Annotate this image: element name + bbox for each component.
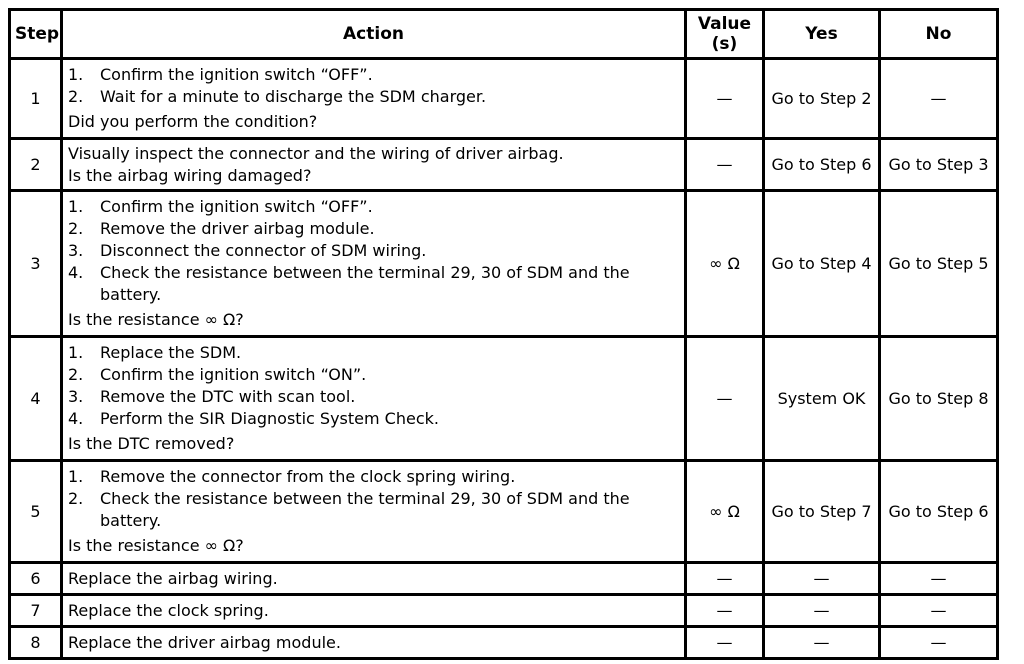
value-cell: ∞ Ω xyxy=(686,191,764,337)
action-step-item xyxy=(68,386,680,408)
action-step-item xyxy=(68,218,680,240)
action-step-item xyxy=(68,64,680,86)
action-line: Visually inspect the connector and the wiring of driver airbag. xyxy=(68,143,564,163)
action-question: Is the resistance ∞ Ω? xyxy=(68,310,244,329)
header-row xyxy=(10,10,998,59)
action-steps-list xyxy=(68,196,680,306)
action-step-item xyxy=(68,466,680,488)
action-step-item xyxy=(68,488,680,532)
no-cell: — xyxy=(880,595,998,627)
action-step-number: 4. xyxy=(68,263,84,282)
step-cell: 6 xyxy=(10,563,62,595)
step-cell: 5 xyxy=(10,461,62,563)
step-cell: 3 xyxy=(10,191,62,337)
action-step-item xyxy=(68,196,680,218)
action-step-number: 4. xyxy=(68,409,84,428)
yes-cell: — xyxy=(764,563,880,595)
step-cell: 8 xyxy=(10,627,62,659)
action-cell xyxy=(62,139,686,191)
diagnostic-table xyxy=(8,8,999,660)
action-step-text: Remove the DTC with scan tool. xyxy=(100,387,356,406)
value-cell: — xyxy=(686,337,764,461)
action-cell xyxy=(62,461,686,563)
value-cell: — xyxy=(686,139,764,191)
action-step-text: Remove the driver airbag module. xyxy=(100,219,375,238)
action-step-text: Wait for a minute to discharge the SDM charger. xyxy=(100,87,487,106)
page xyxy=(8,8,999,660)
action-line: Replace the driver airbag module. xyxy=(68,632,341,652)
action-step-number: 3. xyxy=(68,241,84,260)
action-question: Is the resistance ∞ Ω? xyxy=(68,536,244,555)
action-step-text: Check the resistance between the terminal 29, 30 of SDM and the battery. xyxy=(100,263,630,304)
table-row xyxy=(10,595,998,627)
action-step-number: 2. xyxy=(68,219,84,238)
action-step-number: 1. xyxy=(68,197,84,216)
header-step: Step xyxy=(10,10,62,59)
header-action: Action xyxy=(62,10,686,59)
action-step-item xyxy=(68,342,680,364)
no-cell: Go to Step 8 xyxy=(880,337,998,461)
step-cell: 1 xyxy=(10,59,62,139)
yes-cell: Go to Step 2 xyxy=(764,59,880,139)
yes-cell: Go to Step 4 xyxy=(764,191,880,337)
yes-cell: Go to Step 6 xyxy=(764,139,880,191)
action-line: Is the airbag wiring damaged? xyxy=(68,165,312,185)
action-steps-list xyxy=(68,342,680,430)
action-steps-list xyxy=(68,466,680,532)
action-step-number: 2. xyxy=(68,365,84,384)
yes-cell: System OK xyxy=(764,337,880,461)
step-cell: 7 xyxy=(10,595,62,627)
action-cell xyxy=(62,191,686,337)
action-step-item xyxy=(68,240,680,262)
action-step-number: 1. xyxy=(68,65,84,84)
no-cell: Go to Step 6 xyxy=(880,461,998,563)
action-step-text: Perform the SIR Diagnostic System Check. xyxy=(100,409,439,428)
yes-cell: Go to Step 7 xyxy=(764,461,880,563)
table-row xyxy=(10,59,998,139)
no-cell: Go to Step 5 xyxy=(880,191,998,337)
action-step-number: 1. xyxy=(68,467,84,486)
action-step-text: Check the resistance between the terminal 29, 30 of SDM and the battery. xyxy=(100,489,630,530)
value-cell: — xyxy=(686,595,764,627)
value-cell: ∞ Ω xyxy=(686,461,764,563)
action-cell xyxy=(62,595,686,627)
action-steps-list xyxy=(68,64,680,108)
action-step-text: Disconnect the connector of SDM wiring. xyxy=(100,241,427,260)
action-step-text: Confirm the ignition switch “ON”. xyxy=(100,365,367,384)
action-step-text: Replace the SDM. xyxy=(100,343,242,362)
action-cell xyxy=(62,563,686,595)
action-step-text: Remove the connector from the clock spring wiring. xyxy=(100,467,516,486)
value-cell: — xyxy=(686,563,764,595)
no-cell: Go to Step 3 xyxy=(880,139,998,191)
table-row xyxy=(10,191,998,337)
step-cell: 4 xyxy=(10,337,62,461)
action-question: Did you perform the condition? xyxy=(68,112,318,131)
action-step-number: 2. xyxy=(68,87,84,106)
no-cell: — xyxy=(880,59,998,139)
action-cell xyxy=(62,337,686,461)
header-value: Value (s) xyxy=(686,10,764,59)
action-step-number: 3. xyxy=(68,387,84,406)
step-cell: 2 xyxy=(10,139,62,191)
table-row xyxy=(10,627,998,659)
action-cell xyxy=(62,59,686,139)
value-cell: — xyxy=(686,59,764,139)
table-body xyxy=(10,59,998,659)
header-yes: Yes xyxy=(764,10,880,59)
no-cell: — xyxy=(880,627,998,659)
no-cell: — xyxy=(880,563,998,595)
header-no: No xyxy=(880,10,998,59)
action-question: Is the DTC removed? xyxy=(68,434,235,453)
value-cell: — xyxy=(686,627,764,659)
yes-cell: — xyxy=(764,627,880,659)
action-step-number: 1. xyxy=(68,343,84,362)
table-row xyxy=(10,337,998,461)
action-cell xyxy=(62,627,686,659)
table-row xyxy=(10,139,998,191)
action-step-item xyxy=(68,262,680,306)
table-row xyxy=(10,461,998,563)
action-line: Replace the airbag wiring. xyxy=(68,568,278,588)
table-row xyxy=(10,563,998,595)
action-step-item xyxy=(68,408,680,430)
action-step-text: Confirm the ignition switch “OFF”. xyxy=(100,197,373,216)
action-line: Replace the clock spring. xyxy=(68,600,269,620)
action-step-number: 2. xyxy=(68,489,84,508)
yes-cell: — xyxy=(764,595,880,627)
action-step-text: Confirm the ignition switch “OFF”. xyxy=(100,65,373,84)
action-step-item xyxy=(68,364,680,386)
action-step-item xyxy=(68,86,680,108)
